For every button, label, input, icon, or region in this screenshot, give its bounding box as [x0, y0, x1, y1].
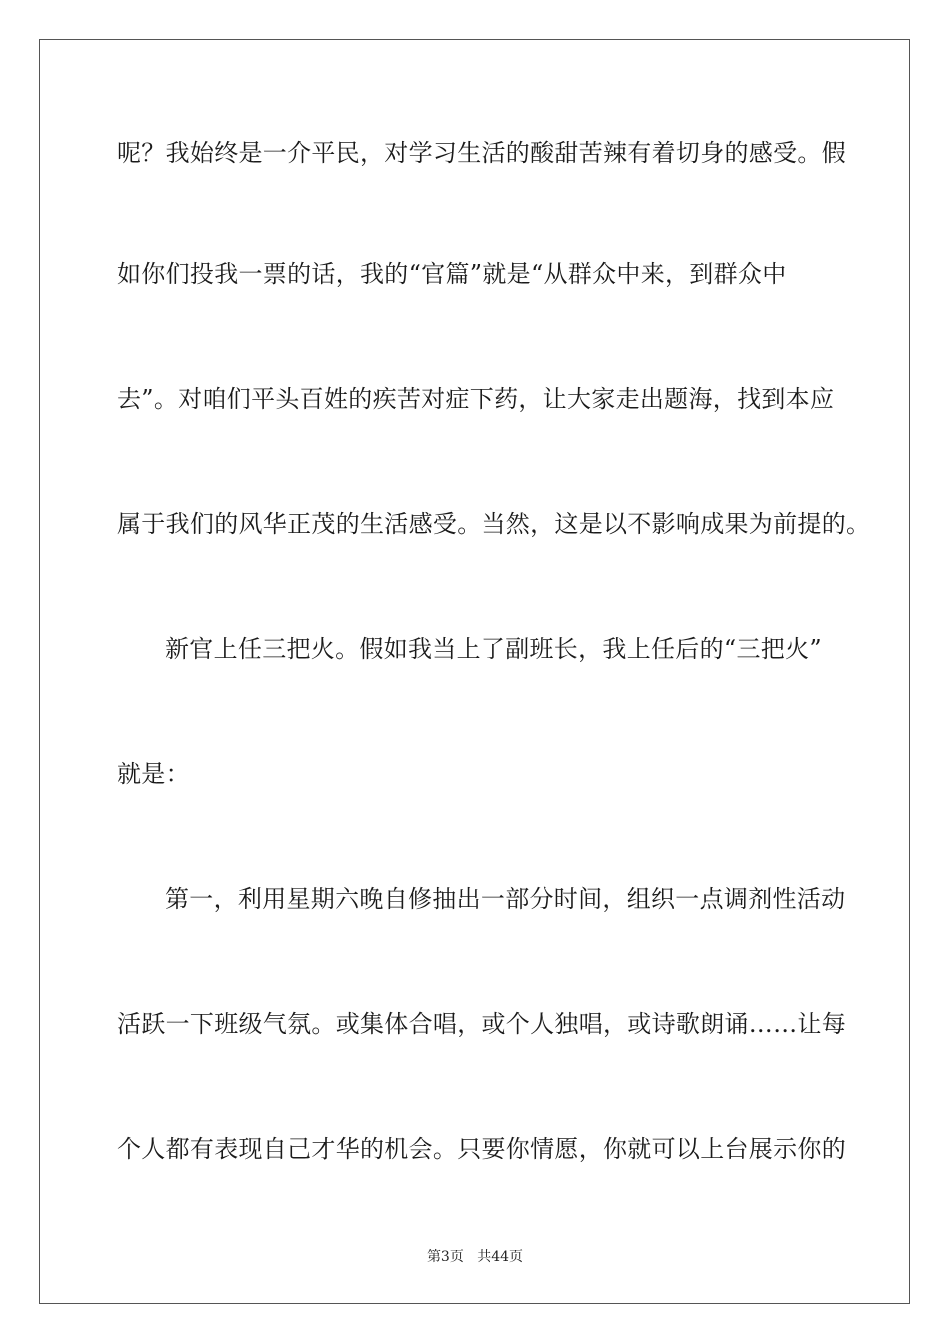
body-line-4: 属于我们的风华正茂的生活感受。当然，这是以不影响成果为前提的。 — [117, 510, 871, 538]
body-line-9: 个人都有表现自己才华的机会。只要你情愿，你就可以上台展示你的 — [117, 1135, 846, 1163]
body-line-2: 如你们投我一票的话，我的“官篇”就是“从群众中来，到群众中 — [117, 260, 787, 288]
body-line-3: 去”。对咱们平头百姓的疾苦对症下药，让大家走出题海，找到本应 — [117, 385, 835, 413]
page-footer — [0, 1248, 950, 1266]
page-total: 共44页 — [477, 1249, 524, 1265]
page-number: 第3页 — [426, 1249, 464, 1265]
page-frame — [39, 39, 910, 1304]
body-line-5: 新官上任三把火。假如我当上了副班长，我上任后的“三把火” — [165, 635, 822, 663]
body-line-7: 第一，利用星期六晚自修抽出一部分时间，组织一点调剂性活动 — [165, 885, 846, 913]
body-line-8: 活跃一下班级气氛。或集体合唱，或个人独唱，或诗歌朗诵……让每 — [117, 1010, 846, 1038]
body-line-1: 呢？我始终是一介平民，对学习生活的酸甜苦辣有着切身的感受。假 — [117, 139, 846, 167]
body-line-6: 就是： — [117, 760, 190, 788]
